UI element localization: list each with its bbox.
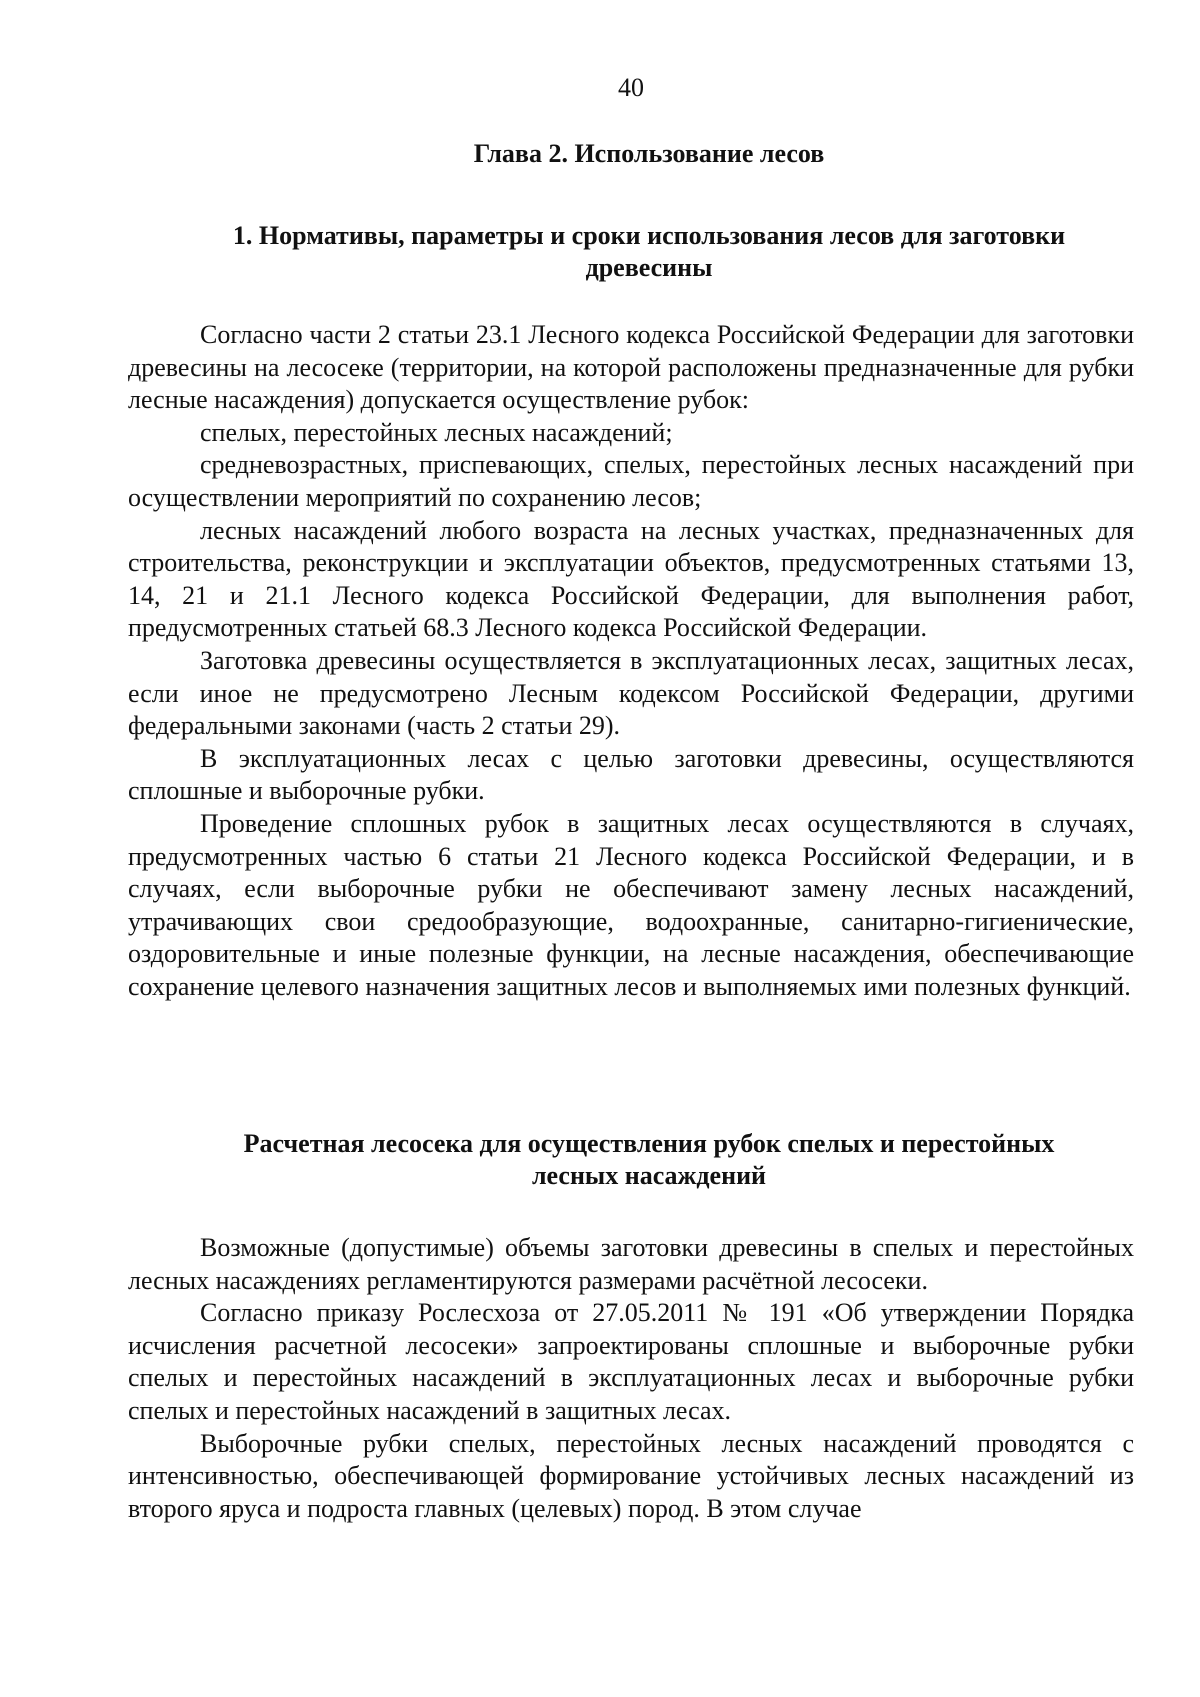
section-2-title-line2: лесных насаждений xyxy=(531,1161,767,1190)
section-1-body xyxy=(128,319,1134,1003)
paragraph: Возможные (допустимые) объемы заготовки древесины в спелых и перестойных лесных насаждениях регламентируются размерами расчётной лесосеки. xyxy=(128,1233,1134,1295)
paragraph: лесных насаждений любого возраста на лесных участках, предназначенных для строительства, реконструкции и эксплуатации объектов, предусмотренных статьями 13, 14, 21 и 21.1 Лесного кодекса Российской Федерации, для выполнения работ, предусмотренных статьей 68.3 Лесного кодекса Российской Федерации. xyxy=(128,515,1134,643)
paragraph: Проведение сплошных рубок в защитных лесах осуществляются в случаях, предусмотренных частью 6 статьи 21 Лесного кодекса Российской Федерации, и в случаях, если выборочные рубки не обеспечивают замену лесных насаждений, утрачивающих свои средообразующие, водоохранные, санитарно-гигиенические, оздоровительные и иные полезные функции, на лесные насаждения, обеспечивающие сохранение целевого назначения защитных лесов и выполняемых ими полезных функций. xyxy=(128,808,1134,1001)
section-1-title-line1: 1. Нормативы, параметры и сроки использования лесов для заготовки xyxy=(232,221,1066,250)
section-2-title-line1: Расчетная лесосека для осуществления рубок спелых и перестойных xyxy=(243,1129,1055,1158)
paragraph: спелых, перестойных лесных насаждений; xyxy=(200,417,673,447)
paragraph: Выборочные рубки спелых, перестойных лесных насаждений проводятся с интенсивностью, обеспечивающей формирование устойчивых лесных насаждений из второго яруса и подроста главных (целевых) пород. В этом случае xyxy=(128,1428,1134,1523)
section-2-body xyxy=(128,1232,1134,1525)
paragraph: Согласно приказу Рослесхоза от 27.05.2011 № 191 «Об утверждении Порядка исчисления расчетной лесосеки» запроектированы сплошные и выборочные рубки спелых и перестойных насаждений в эксплуатационных лесах и выборочные рубки спелых и перестойных насаждений в защитных лесах. xyxy=(128,1298,1134,1425)
paragraph: В эксплуатационных лесах с целью заготовки древесины, осуществляются сплошные и выборочные рубки. xyxy=(128,743,1134,806)
paragraph: Согласно части 2 статьи 23.1 Лесного кодекса Российской Федерации для заготовки древесины на лесосеке (территории, на которой расположены предназначенные для рубки лесные насаждения) допускается осуществление рубок: xyxy=(128,320,1134,415)
chapter-title: Глава 2. Использование лесов xyxy=(473,139,825,168)
page-number: 40 xyxy=(618,73,644,102)
section-2-title xyxy=(128,1128,1134,1192)
section-1-title xyxy=(128,220,1134,284)
paragraph: Заготовка древесины осуществляется в эксплуатационных лесах, защитных лесах, если иное не предусмотрено Лесным кодексом Российской Федерации, другими федеральными законами (часть 2 статьи 29). xyxy=(128,645,1134,741)
paragraph: средневозрастных, приспевающих, спелых, перестойных лесных насаждений при осуществлении мероприятий по сохранению лесов; xyxy=(128,450,1134,512)
section-1-title-line2: древесины xyxy=(585,253,713,282)
